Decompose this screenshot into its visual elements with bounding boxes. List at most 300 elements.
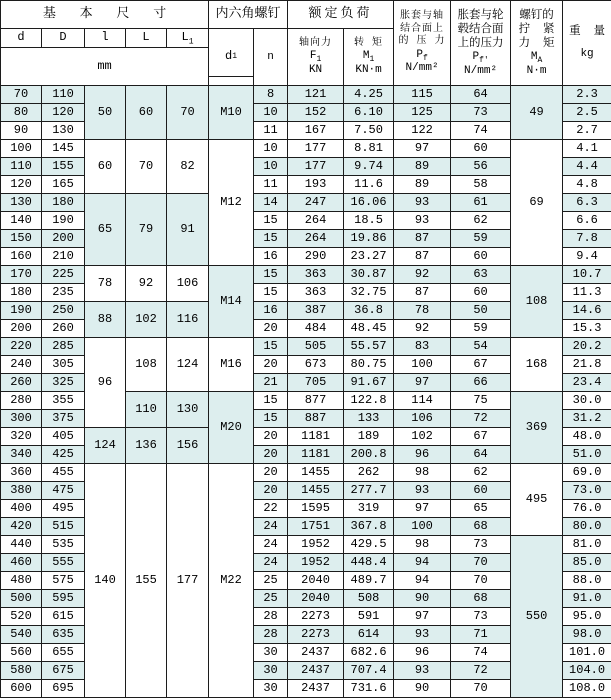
cell-d: 300 — [1, 410, 42, 428]
cell-axial-force: 1751 — [288, 518, 344, 536]
cell-torque: 23.27 — [344, 248, 394, 266]
cell-d: 340 — [1, 446, 42, 464]
cell-pressure-shaft: 90 — [394, 590, 451, 608]
cell-weight: 2.5 — [563, 104, 611, 122]
cell-axial-force: 264 — [288, 230, 344, 248]
merge-L: 70 — [126, 140, 167, 194]
merge-d1: M16 — [209, 338, 254, 392]
cell-pressure-hub: 74 — [451, 122, 511, 140]
merge-L1: 156 — [167, 428, 209, 464]
merge-L1: 124 — [167, 338, 209, 392]
cell-torque: 200.8 — [344, 446, 394, 464]
merge-l: 96 — [85, 338, 126, 428]
cell-torque: 262 — [344, 464, 394, 482]
header-basic-dimensions: 基 本 尺 寸 — [1, 1, 209, 29]
column-label-d1: d 1 — [209, 29, 254, 86]
cell-d: 160 — [1, 248, 42, 266]
merge-L: 79 — [126, 194, 167, 266]
cell-axial-force: 121 — [288, 86, 344, 104]
cell-pressure-shaft: 98 — [394, 464, 451, 482]
cell-torque: 30.87 — [344, 266, 394, 284]
cell-n: 24 — [254, 518, 288, 536]
cell-pressure-hub: 50 — [451, 302, 511, 320]
cell-pressure-shaft: 93 — [394, 194, 451, 212]
cell-torque: 319 — [344, 500, 394, 518]
cell-torque: 48.45 — [344, 320, 394, 338]
cell-weight: 23.4 — [563, 374, 611, 392]
cell-n: 15 — [254, 266, 288, 284]
cell-axial-force: 177 — [288, 158, 344, 176]
cell-axial-force: 152 — [288, 104, 344, 122]
cell-d: 90 — [1, 122, 42, 140]
cell-n: 28 — [254, 608, 288, 626]
cell-weight: 2.7 — [563, 122, 611, 140]
merge-L1: 106 — [167, 266, 209, 302]
cell-weight: 7.8 — [563, 230, 611, 248]
cell-torque: 4.25 — [344, 86, 394, 104]
cell-n: 20 — [254, 482, 288, 500]
tightening-torque-unit: N·m — [526, 64, 547, 77]
cell-axial-force: 177 — [288, 140, 344, 158]
cell-pressure-hub: 60 — [451, 248, 511, 266]
cell-n: 15 — [254, 338, 288, 356]
cell-torque: 8.81 — [344, 140, 394, 158]
cell-d: 220 — [1, 338, 42, 356]
cell-torque: 189 — [344, 428, 394, 446]
cell-axial-force: 2273 — [288, 608, 344, 626]
cell-d: 190 — [1, 302, 42, 320]
merge-tightening-torque: 69 — [511, 140, 563, 266]
cell-pressure-shaft: 102 — [394, 428, 451, 446]
cell-pressure-shaft: 97 — [394, 500, 451, 518]
merge-l: 140 — [85, 464, 126, 698]
cell-pressure-hub: 71 — [451, 626, 511, 644]
cell-axial-force: 264 — [288, 212, 344, 230]
cell-torque: 122.8 — [344, 392, 394, 410]
cell-axial-force: 887 — [288, 410, 344, 428]
cell-pressure-hub: 70 — [451, 572, 511, 590]
merge-l: 124 — [85, 428, 126, 464]
cell-n: 11 — [254, 176, 288, 194]
tightening-torque-label: 螺钉的 — [519, 8, 554, 22]
merge-L: 155 — [126, 464, 167, 698]
cell-d: 110 — [1, 158, 42, 176]
cell-n: 10 — [254, 140, 288, 158]
cell-D: 305 — [42, 356, 85, 374]
cell-torque: 591 — [344, 608, 394, 626]
cell-axial-force: 484 — [288, 320, 344, 338]
cell-pressure-shaft: 87 — [394, 248, 451, 266]
merge-L1: 130 — [167, 392, 209, 428]
cell-pressure-shaft: 92 — [394, 320, 451, 338]
cell-d: 360 — [1, 464, 42, 482]
merge-tightening-torque: 495 — [511, 464, 563, 536]
cell-d: 120 — [1, 176, 42, 194]
cell-weight: 31.2 — [563, 410, 611, 428]
merge-L: 60 — [126, 86, 167, 140]
cell-torque: 448.4 — [344, 554, 394, 572]
cell-axial-force: 2273 — [288, 626, 344, 644]
cell-d: 600 — [1, 680, 42, 698]
cell-pressure-hub: 56 — [451, 158, 511, 176]
cell-pressure-hub: 59 — [451, 320, 511, 338]
cell-pressure-hub: 73 — [451, 104, 511, 122]
cell-d: 500 — [1, 590, 42, 608]
cell-D: 375 — [42, 410, 85, 428]
cell-D: 180 — [42, 194, 85, 212]
merge-tightening-torque: 550 — [511, 536, 563, 698]
column-label-l: l — [85, 29, 126, 48]
cell-weight: 88.0 — [563, 572, 611, 590]
cell-D: 535 — [42, 536, 85, 554]
cell-pressure-shaft: 87 — [394, 284, 451, 302]
cell-weight: 85.0 — [563, 554, 611, 572]
cell-d: 70 — [1, 86, 42, 104]
cell-n: 21 — [254, 374, 288, 392]
cell-pressure-shaft: 96 — [394, 644, 451, 662]
cell-weight: 69.0 — [563, 464, 611, 482]
cell-pressure-hub: 58 — [451, 176, 511, 194]
cell-d: 400 — [1, 500, 42, 518]
cell-weight: 6.6 — [563, 212, 611, 230]
cell-pressure-shaft: 97 — [394, 140, 451, 158]
cell-pressure-shaft: 114 — [394, 392, 451, 410]
cell-d: 560 — [1, 644, 42, 662]
cell-weight: 98.0 — [563, 626, 611, 644]
cell-D: 595 — [42, 590, 85, 608]
cell-pressure-hub: 73 — [451, 536, 511, 554]
cell-pressure-hub: 62 — [451, 464, 511, 482]
cell-axial-force: 1455 — [288, 482, 344, 500]
cell-d: 150 — [1, 230, 42, 248]
cell-D: 155 — [42, 158, 85, 176]
cell-axial-force: 1455 — [288, 464, 344, 482]
cell-pressure-hub: 68 — [451, 590, 511, 608]
cell-torque: 682.6 — [344, 644, 394, 662]
merge-L1: 177 — [167, 464, 209, 698]
table-row — [1, 140, 611, 158]
cell-weight: 11.3 — [563, 284, 611, 302]
cell-weight: 80.0 — [563, 518, 611, 536]
cell-n: 15 — [254, 230, 288, 248]
cell-axial-force: 1595 — [288, 500, 344, 518]
column-label-torque: 转 矩 $M_1$ KN·m — [344, 29, 394, 86]
cell-weight: 51.0 — [563, 446, 611, 464]
cell-pressure-shaft: 100 — [394, 518, 451, 536]
table-row — [1, 464, 611, 482]
cell-pressure-hub: 60 — [451, 482, 511, 500]
cell-D: 190 — [42, 212, 85, 230]
merge-L: 102 — [126, 302, 167, 338]
cell-pressure-shaft: 122 — [394, 122, 451, 140]
cell-weight: 104.0 — [563, 662, 611, 680]
cell-n: 24 — [254, 554, 288, 572]
cell-pressure-shaft: 94 — [394, 554, 451, 572]
cell-weight: 21.8 — [563, 356, 611, 374]
cell-D: 165 — [42, 176, 85, 194]
cell-torque: 55.57 — [344, 338, 394, 356]
cell-torque: 6.10 — [344, 104, 394, 122]
cell-axial-force: 193 — [288, 176, 344, 194]
table-row — [1, 338, 611, 356]
cell-d: 440 — [1, 536, 42, 554]
cell-d: 520 — [1, 608, 42, 626]
cell-pressure-hub: 70 — [451, 554, 511, 572]
cell-axial-force: 1181 — [288, 428, 344, 446]
cell-n: 8 — [254, 86, 288, 104]
merge-l: 65 — [85, 194, 126, 266]
table-row — [1, 86, 611, 104]
cell-pressure-shaft: 78 — [394, 302, 451, 320]
cell-torque: 91.67 — [344, 374, 394, 392]
cell-torque: 367.8 — [344, 518, 394, 536]
pressure-hub-unit: N/mm² — [464, 64, 498, 77]
cell-axial-force: 2040 — [288, 590, 344, 608]
merge-tightening-torque: 369 — [511, 392, 563, 464]
cell-pressure-shaft: 93 — [394, 482, 451, 500]
cell-axial-force: 363 — [288, 266, 344, 284]
merge-tightening-torque: 168 — [511, 338, 563, 392]
merge-L: 92 — [126, 266, 167, 302]
pressure-hub-label: 胀套与轮 — [457, 8, 504, 22]
cell-D: 615 — [42, 608, 85, 626]
pressure-shaft-label: 胀套与轴 — [400, 11, 445, 23]
cell-D: 425 — [42, 446, 85, 464]
cell-d: 320 — [1, 428, 42, 446]
merge-d1: M14 — [209, 266, 254, 338]
cell-torque: 16.06 — [344, 194, 394, 212]
cell-n: 16 — [254, 302, 288, 320]
cell-torque: 7.50 — [344, 122, 394, 140]
cell-torque: 11.6 — [344, 176, 394, 194]
cell-D: 405 — [42, 428, 85, 446]
cell-d: 260 — [1, 374, 42, 392]
cell-pressure-hub: 73 — [451, 608, 511, 626]
column-label-axial-force: 轴向力 $F_1$ KN — [288, 29, 344, 86]
cell-n: 10 — [254, 104, 288, 122]
cell-torque: 133 — [344, 410, 394, 428]
header-unit-mm: mm — [1, 48, 209, 86]
cell-n: 15 — [254, 284, 288, 302]
cell-pressure-hub: 59 — [451, 230, 511, 248]
cell-n: 11 — [254, 122, 288, 140]
cell-n: 22 — [254, 500, 288, 518]
cell-axial-force: 2437 — [288, 680, 344, 698]
merge-l: 78 — [85, 266, 126, 302]
cell-pressure-shaft: 98 — [394, 536, 451, 554]
cell-D: 110 — [42, 86, 85, 104]
cell-axial-force: 705 — [288, 374, 344, 392]
cell-pressure-hub: 63 — [451, 266, 511, 284]
cell-pressure-hub: 74 — [451, 644, 511, 662]
merge-l: 50 — [85, 86, 126, 140]
cell-axial-force: 877 — [288, 392, 344, 410]
cell-n: 16 — [254, 248, 288, 266]
header-rated-load: 额定负荷 — [288, 1, 394, 29]
cell-pressure-shaft: 93 — [394, 626, 451, 644]
cell-pressure-hub: 67 — [451, 428, 511, 446]
cell-n: 20 — [254, 446, 288, 464]
cell-n: 28 — [254, 626, 288, 644]
cell-D: 225 — [42, 266, 85, 284]
table-body — [1, 86, 611, 698]
merge-L: 110 — [126, 392, 167, 428]
cell-torque: 36.8 — [344, 302, 394, 320]
cell-pressure-hub: 60 — [451, 284, 511, 302]
cell-torque: 18.5 — [344, 212, 394, 230]
weight-label: 重 量 — [569, 25, 606, 39]
cell-d: 100 — [1, 140, 42, 158]
cell-pressure-hub: 67 — [451, 356, 511, 374]
cell-pressure-shaft: 90 — [394, 680, 451, 698]
cell-weight: 48.0 — [563, 428, 611, 446]
cell-d: 380 — [1, 482, 42, 500]
cell-pressure-shaft: 96 — [394, 446, 451, 464]
cell-pressure-shaft: 97 — [394, 374, 451, 392]
cell-weight: 76.0 — [563, 500, 611, 518]
cell-d: 240 — [1, 356, 42, 374]
merge-d1: M12 — [209, 140, 254, 266]
merge-L1: 91 — [167, 194, 209, 266]
merge-d1: M20 — [209, 392, 254, 464]
cell-pressure-shaft: 89 — [394, 158, 451, 176]
merge-tightening-torque: 49 — [511, 86, 563, 140]
cell-D: 250 — [42, 302, 85, 320]
cell-D: 635 — [42, 626, 85, 644]
cell-D: 495 — [42, 500, 85, 518]
tightening-torque-symbol: $M_A$ — [530, 51, 543, 66]
cell-axial-force: 290 — [288, 248, 344, 266]
cell-axial-force: 1181 — [288, 446, 344, 464]
cell-pressure-hub: 72 — [451, 662, 511, 680]
cell-pressure-shaft: 115 — [394, 86, 451, 104]
cell-torque: 277.7 — [344, 482, 394, 500]
cell-D: 655 — [42, 644, 85, 662]
cell-d: 200 — [1, 320, 42, 338]
cell-D: 130 — [42, 122, 85, 140]
cell-pressure-shaft: 97 — [394, 608, 451, 626]
cell-n: 30 — [254, 680, 288, 698]
cell-D: 210 — [42, 248, 85, 266]
cell-D: 455 — [42, 464, 85, 482]
merge-d1: M10 — [209, 86, 254, 140]
cell-pressure-hub: 64 — [451, 446, 511, 464]
cell-torque: 731.6 — [344, 680, 394, 698]
cell-weight: 2.3 — [563, 86, 611, 104]
cell-n: 30 — [254, 644, 288, 662]
cell-D: 145 — [42, 140, 85, 158]
pressure-shaft-unit: N/mm² — [405, 62, 439, 75]
merge-L: 136 — [126, 428, 167, 464]
cell-n: 25 — [254, 590, 288, 608]
cell-axial-force: 673 — [288, 356, 344, 374]
merge-d1: M22 — [209, 464, 254, 698]
cell-torque: 489.7 — [344, 572, 394, 590]
cell-n: 20 — [254, 320, 288, 338]
header-row-groups — [1, 1, 611, 29]
cell-n: 10 — [254, 158, 288, 176]
cell-pressure-shaft: 83 — [394, 338, 451, 356]
header-pressure-shaft: 胀套与轴 结合面上 的 压 力 $P_f$ N/mm² — [394, 1, 451, 86]
cell-d: 480 — [1, 572, 42, 590]
merge-L1: 70 — [167, 86, 209, 140]
cell-n: 14 — [254, 194, 288, 212]
cell-axial-force: 247 — [288, 194, 344, 212]
cell-weight: 9.4 — [563, 248, 611, 266]
cell-D: 515 — [42, 518, 85, 536]
column-label-L: L — [126, 29, 167, 48]
cell-d: 460 — [1, 554, 42, 572]
cell-pressure-shaft: 125 — [394, 104, 451, 122]
cell-axial-force: 387 — [288, 302, 344, 320]
column-label-L1: $L_1$ — [167, 29, 209, 48]
cell-n: 15 — [254, 410, 288, 428]
cell-n: 20 — [254, 356, 288, 374]
cell-torque: 80.75 — [344, 356, 394, 374]
cell-torque: 614 — [344, 626, 394, 644]
cell-D: 555 — [42, 554, 85, 572]
cell-weight: 4.4 — [563, 158, 611, 176]
cell-torque: 19.86 — [344, 230, 394, 248]
cell-pressure-shaft: 89 — [394, 176, 451, 194]
cell-weight: 95.0 — [563, 608, 611, 626]
cell-weight: 6.3 — [563, 194, 611, 212]
cell-pressure-hub: 60 — [451, 140, 511, 158]
cell-torque: 707.4 — [344, 662, 394, 680]
cell-D: 120 — [42, 104, 85, 122]
cell-axial-force: 2437 — [288, 644, 344, 662]
cell-weight: 30.0 — [563, 392, 611, 410]
cell-pressure-hub: 72 — [451, 410, 511, 428]
cell-n: 30 — [254, 662, 288, 680]
weight-unit: kg — [580, 48, 594, 61]
cell-weight: 4.8 — [563, 176, 611, 194]
cell-pressure-hub: 54 — [451, 338, 511, 356]
header-weight — [563, 1, 611, 86]
merge-L: 108 — [126, 338, 167, 392]
cell-weight: 91.0 — [563, 590, 611, 608]
cell-pressure-hub: 66 — [451, 374, 511, 392]
cell-D: 695 — [42, 680, 85, 698]
cell-n: 24 — [254, 536, 288, 554]
cell-axial-force: 1952 — [288, 536, 344, 554]
cell-n: 20 — [254, 464, 288, 482]
header-tightening-torque: 螺钉的 拧 紧 力 矩 $M_A$ N·m — [511, 1, 563, 86]
pressure-shaft-symbol: $P_f$ — [416, 48, 428, 63]
cell-weight: 4.1 — [563, 140, 611, 158]
cell-pressure-hub: 70 — [451, 680, 511, 698]
cell-pressure-hub: 75 — [451, 392, 511, 410]
cell-D: 200 — [42, 230, 85, 248]
cell-pressure-shaft: 106 — [394, 410, 451, 428]
cell-pressure-hub: 65 — [451, 500, 511, 518]
cell-n: 15 — [254, 212, 288, 230]
cell-pressure-shaft: 94 — [394, 572, 451, 590]
cell-pressure-hub: 62 — [451, 212, 511, 230]
cell-weight: 81.0 — [563, 536, 611, 554]
cell-D: 260 — [42, 320, 85, 338]
cell-axial-force: 363 — [288, 284, 344, 302]
cell-pressure-shaft: 93 — [394, 212, 451, 230]
cell-n: 20 — [254, 428, 288, 446]
cell-pressure-hub: 68 — [451, 518, 511, 536]
merge-l: 60 — [85, 140, 126, 194]
cell-D: 325 — [42, 374, 85, 392]
cell-D: 285 — [42, 338, 85, 356]
cell-D: 475 — [42, 482, 85, 500]
cell-pressure-hub: 64 — [451, 86, 511, 104]
cell-weight: 20.2 — [563, 338, 611, 356]
